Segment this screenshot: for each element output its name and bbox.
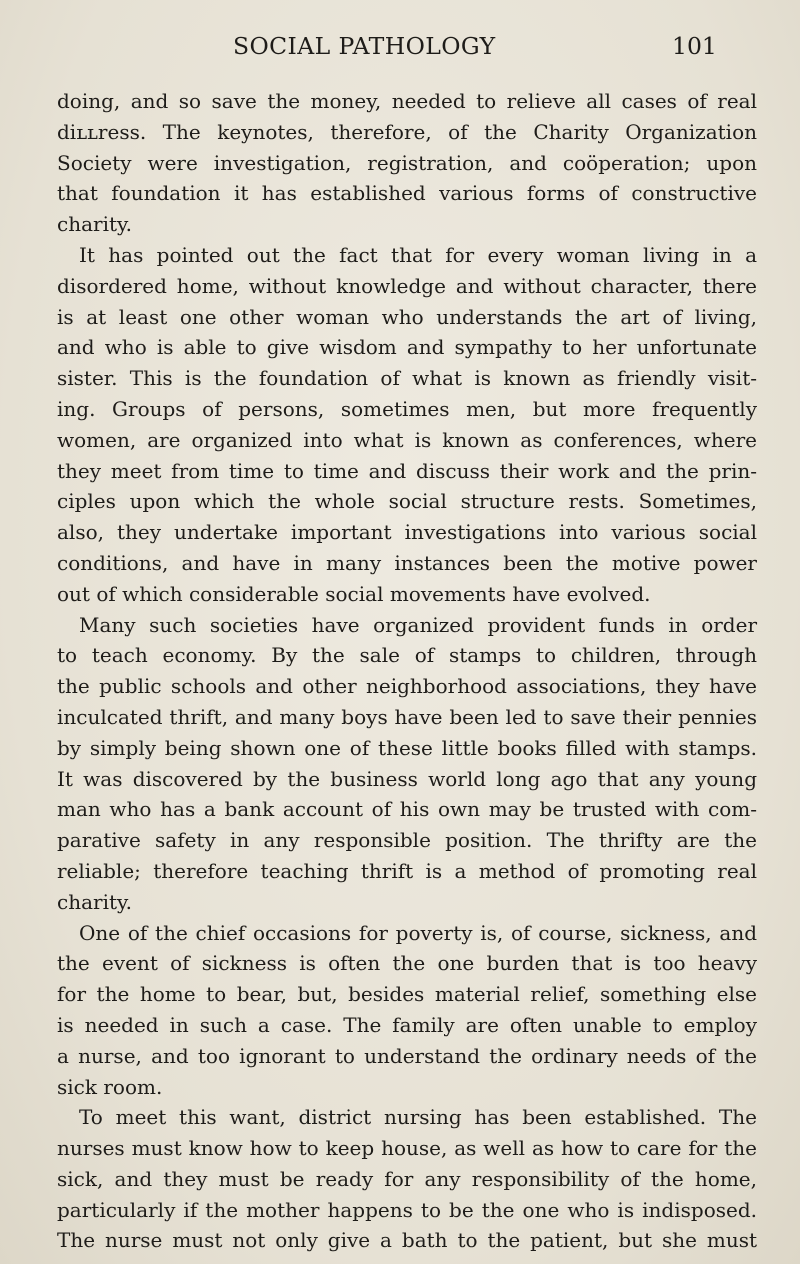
page-header xyxy=(0,32,800,62)
text-line: ing. Groups of persons, sometimes men, but more frequently xyxy=(57,396,757,421)
text-line: particularly if the mother happens to be the one who is indisposed. xyxy=(57,1197,757,1222)
text-line: is at least one other woman who understands the art of living, xyxy=(57,304,757,329)
text-line: women, are organized into what is known as conferences, where xyxy=(57,427,757,452)
text-line: they meet from time to time and discuss their work and the prin- xyxy=(57,458,757,483)
text-line: the event of sickness is often the one burden that is too heavy xyxy=(57,951,757,976)
text-line: man who has a bank account of his own may be trusted with com- xyxy=(57,797,757,822)
text-line: also, they undertake important investigations into various social xyxy=(57,520,757,545)
text-line: charity. xyxy=(57,889,132,914)
text-line: It was discovered by the business world long ago that any young xyxy=(57,766,757,791)
text-line: nurses must know how to keep house, as well as how to care for the xyxy=(57,1136,757,1161)
text-line: and who is able to give wisdom and sympathy to her unfortunate xyxy=(57,335,757,360)
text-line: To meet this want, district nursing has been established. The xyxy=(79,1105,757,1130)
text-line: sick room. xyxy=(57,1074,163,1099)
text-line: inculcated thrift, and many boys have been led to save their pennies xyxy=(57,704,757,729)
running-head: SOCIAL PATHOLOGY xyxy=(233,32,496,60)
text-line: the public schools and other neighborhood associations, they have xyxy=(57,674,757,699)
text-line: Society were investigation, registration, and coöperation; upon xyxy=(57,150,757,175)
text-line: diʟʟress. The keynotes, therefore, of the Charity Organization xyxy=(57,119,757,144)
text-line: parative safety in any responsible position. The thrifty are the xyxy=(57,828,757,853)
text-line: It has pointed out the fact that for every woman living in a xyxy=(79,242,757,267)
text-line: The nurse must not only give a bath to the patient, but she must xyxy=(57,1228,757,1253)
text-line: disordered home, without knowledge and without character, there xyxy=(57,273,757,298)
text-line: ciples upon which the whole social structure rests. Sometimes, xyxy=(57,489,757,514)
text-line: sister. This is the foundation of what is known as friendly visit- xyxy=(57,366,757,391)
text-line: reliable; therefore teaching thrift is a method of promoting real xyxy=(57,858,757,883)
page-number: 101 xyxy=(672,32,717,60)
text-line: that foundation it has established various forms of constructive xyxy=(57,181,757,206)
text-line: to teach economy. By the sale of stamps to children, through xyxy=(57,643,757,668)
text-line: charity. xyxy=(57,212,132,237)
body-text xyxy=(57,86,757,1256)
text-line: doing, and so save the money, needed to relieve all cases of real xyxy=(57,89,757,113)
text-line: is needed in such a case. The family are often unable to employ xyxy=(57,1012,757,1037)
text-line: for the home to bear, but, besides material relief, something else xyxy=(57,982,757,1007)
text-line: Many such societies have organized provident funds in order xyxy=(79,612,757,637)
text-line: out of which considerable social movements have evolved. xyxy=(57,581,651,606)
text-line: a nurse, and too ignorant to understand the ordinary needs of the xyxy=(57,1043,757,1068)
text-line: conditions, and have in many instances been the motive power xyxy=(57,550,757,575)
text-line: by simply being shown one of these little books filled with stamps. xyxy=(57,735,757,760)
text-line: One of the chief occasions for poverty is, of course, sickness, and xyxy=(79,920,757,945)
text-line: sick, and they must be ready for any responsibility of the home, xyxy=(57,1166,757,1191)
